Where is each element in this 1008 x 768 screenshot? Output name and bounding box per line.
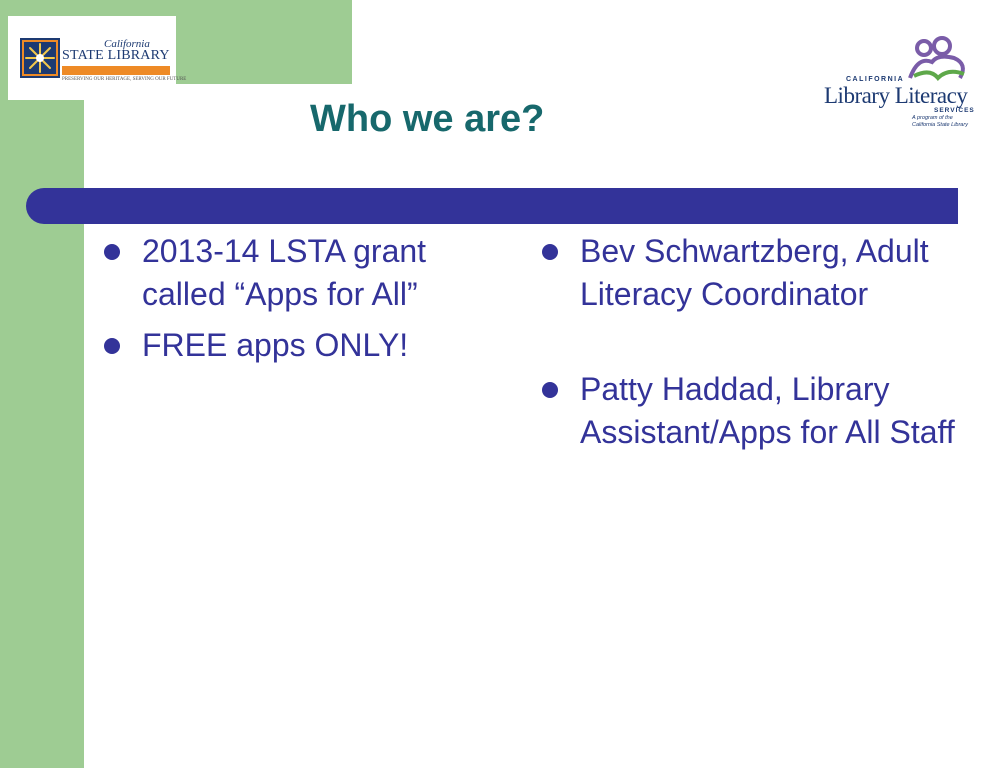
library-literacy-services-logo	[818, 34, 988, 144]
literacy-program-line-2: California State Library	[912, 121, 968, 128]
literacy-program-line-1: A program of the	[912, 115, 953, 121]
bullet-dot-icon	[542, 244, 558, 260]
right-bullet-list	[542, 230, 982, 454]
bullet-dot-icon	[104, 244, 120, 260]
bullet-text: FREE apps ONLY!	[142, 327, 409, 363]
literacy-services-text: SERVICES	[934, 107, 975, 114]
title-divider-bar	[26, 188, 958, 224]
bullet-dot-icon	[104, 338, 120, 354]
list-item	[104, 230, 504, 316]
state-library-name: STATE LIBRARY	[62, 48, 170, 63]
bullet-text: Patty Haddad, Library Assistant/Apps for All Staff	[580, 371, 955, 450]
literacy-program-note	[912, 115, 968, 128]
list-item	[542, 368, 982, 454]
left-bullet-list	[104, 230, 504, 367]
list-item	[542, 230, 982, 316]
content-panel-curve	[84, 84, 384, 768]
literacy-california-text: CALIFORNIA	[846, 76, 905, 83]
bullet-text: Bev Schwartzberg, Adult Literacy Coordinator	[580, 233, 929, 312]
state-library-california-text: California	[104, 38, 150, 50]
slide-title: Who we are?	[310, 98, 545, 140]
state-library-motto: PRESERVING OUR HERITAGE, SERVING OUR FUTURE	[62, 77, 187, 82]
green-frame-left	[0, 0, 84, 768]
state-library-orange-band	[62, 66, 170, 75]
literacy-logo-name: Library Literacy	[824, 83, 968, 108]
bullet-dot-icon	[542, 382, 558, 398]
list-item	[104, 324, 504, 367]
california-state-library-logo	[8, 16, 187, 100]
bullet-text: 2013-14 LSTA grant called “Apps for All”	[142, 233, 427, 312]
